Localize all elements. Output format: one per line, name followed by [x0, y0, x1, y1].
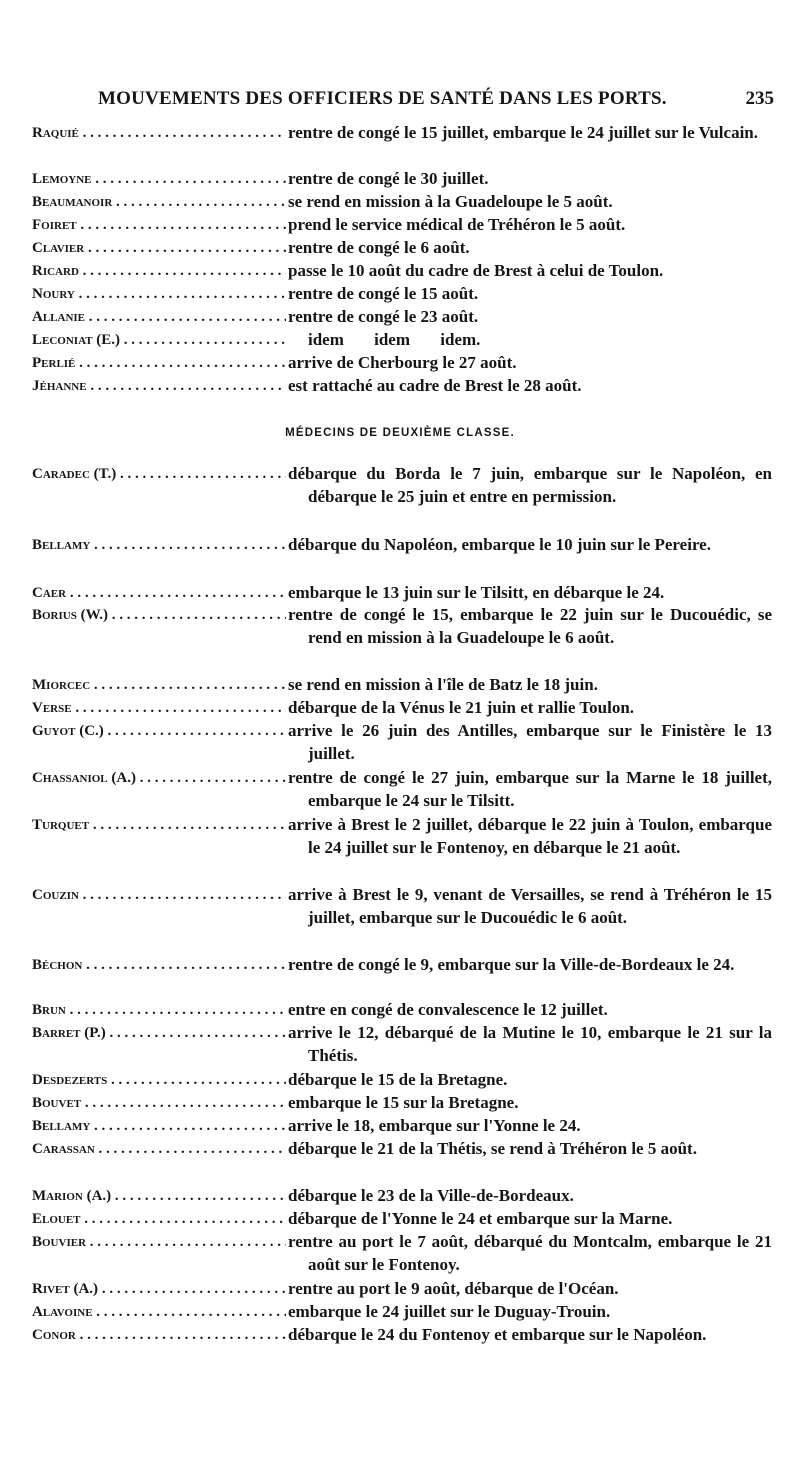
officer-name: Rivet (A.) . . . — [32, 1278, 286, 1301]
movement-text: rentre de congé le 15 juillet, embarque le 24 juillet sur le Vulcain. — [288, 123, 758, 142]
movement-text: débarque le 24 du Fontenoy et embarque sur le Napoléon. — [288, 1325, 707, 1344]
officer-name: Allanie . . . — [32, 306, 286, 329]
officer-name: Foiret . . . — [32, 214, 286, 237]
officer-name: Borius (W.) . . . — [32, 604, 286, 627]
movement-text: arrive à Brest le 9, venant de Versailles, se rend à Tréhéron le 15 juillet, embarque sur le Ducouédic le 6 août. — [288, 885, 772, 927]
officer-name: Brun . . . — [32, 999, 286, 1022]
officer-name: Clavier . . . — [32, 237, 286, 260]
officer-name: Beaumanoir . . . — [32, 191, 286, 214]
movement-text: passe le 10 août du cadre de Brest à celui de Toulon. — [288, 261, 664, 280]
page-number: 235 — [745, 88, 774, 109]
list-item — [32, 1115, 772, 1138]
officer-name: Couzin . . . — [32, 884, 286, 907]
movement-text: débarque de l'Yonne le 24 et embarque sur la Marne. — [288, 1209, 673, 1228]
list-item — [32, 767, 772, 812]
officer-name: Miorcec . . . — [32, 674, 286, 697]
officer-name: Chassaniol (A.) . . . — [32, 767, 286, 790]
officer-name: Bouvet . . . — [32, 1092, 286, 1115]
list-item — [32, 954, 772, 977]
officer-name: Marion (A.) . . . — [32, 1185, 286, 1208]
list-item — [32, 697, 772, 720]
officer-name: Bellamy . . . — [32, 534, 286, 557]
movement-text: débarque le 23 de la Ville-de-Bordeaux. — [288, 1186, 574, 1205]
officer-name: Verse . . . — [32, 697, 286, 720]
list-item — [32, 582, 772, 605]
movement-text: rentre de congé le 9, embarque sur la Ville-de-Bordeaux le 24. — [288, 955, 735, 974]
list-item — [32, 306, 772, 329]
officer-name: Conor . . . — [32, 1324, 286, 1347]
list-item — [32, 1278, 772, 1301]
movement-text: rentre de congé le 15 août. — [288, 284, 479, 303]
movement-text: embarque le 13 juin sur le Tilsitt, en débarque le 24. — [288, 583, 665, 602]
movement-text: arrive le 26 juin des Antilles, embarque sur le Finistère le 13 juillet. — [288, 721, 772, 763]
movement-text: rentre de congé le 30 juillet. — [288, 169, 489, 188]
officer-name: Raquié . . . — [32, 122, 286, 145]
list-item — [32, 463, 772, 508]
officer-name: Ricard . . . — [32, 260, 286, 283]
officer-name: Turquet . . . — [32, 814, 286, 837]
movement-text: arrive de Cherbourg le 27 août. — [288, 353, 517, 372]
list-item — [32, 674, 772, 697]
movement-text: rentre au port le 7 août, débarqué du Montcalm, embarque le 21 août sur le Fontenoy. — [288, 1232, 772, 1274]
list-item — [32, 534, 772, 557]
officer-name: Carassan . . . — [32, 1138, 286, 1161]
list-item — [32, 604, 772, 649]
officer-name: Bouvier . . . — [32, 1231, 286, 1254]
movement-text: débarque de la Vénus le 21 juin et rallie Toulon. — [288, 698, 635, 717]
movement-text: rentre de congé le 15, embarque le 22 juin sur le Ducouédic, se rend en mission à la Guadeloupe le 6 août. — [288, 605, 772, 647]
officer-name: Lemoyne . . . — [32, 168, 286, 191]
movement-text: idem idem idem. — [308, 330, 481, 349]
officer-name: Desdezerts . . . — [32, 1069, 286, 1092]
header-title: MOUVEMENTS DES OFFICIERS DE SANTÉ DANS LES PORTS. — [98, 88, 667, 109]
list-item — [32, 283, 772, 306]
movement-text: débarque le 21 de la Thétis, se rend à Tréhéron le 5 août. — [288, 1139, 697, 1158]
list-item — [32, 237, 772, 260]
officer-name: Elouet . . . — [32, 1208, 286, 1231]
movement-text: arrive le 18, embarque sur l'Yonne le 24. — [288, 1116, 581, 1135]
officer-name: Bellamy . . . — [32, 1115, 286, 1138]
movement-text: est rattaché au cadre de Brest le 28 août. — [288, 376, 582, 395]
officer-name: Béchon . . . — [32, 954, 286, 977]
page-header — [98, 88, 774, 114]
officer-name: Noury . . . — [32, 283, 286, 306]
movement-text: prend le service médical de Tréhéron le 5 août. — [288, 215, 626, 234]
movement-text: débarque du Borda le 7 juin, embarque sur le Napoléon, en débarque le 25 juin et entre en permission. — [288, 464, 772, 506]
list-item — [32, 122, 772, 145]
movement-text: rentre de congé le 6 août. — [288, 238, 470, 257]
officer-name: Caradec (T.) . . . — [32, 463, 286, 486]
list-item — [32, 1069, 772, 1092]
list-item — [32, 168, 772, 191]
officer-name: Alavoine . . . — [32, 1301, 286, 1324]
movement-text: embarque le 15 sur la Bretagne. — [288, 1093, 519, 1112]
list-item — [32, 1231, 772, 1276]
list-item — [32, 191, 772, 214]
movement-text: se rend en mission à la Guadeloupe le 5 août. — [288, 192, 613, 211]
officer-name: Caer . . . — [32, 582, 286, 605]
list-item — [32, 1208, 772, 1231]
list-item — [32, 1092, 772, 1115]
officer-name: Perlié . . . — [32, 352, 286, 375]
movement-text: arrive le 12, débarqué de la Mutine le 10, embarque le 21 sur la Thétis. — [288, 1023, 772, 1065]
movement-text: rentre au port le 9 août, débarque de l'Océan. — [288, 1279, 619, 1298]
list-item — [32, 814, 772, 859]
movement-text: rentre de congé le 27 juin, embarque sur la Marne le 18 juillet, embarque le 24 sur le Tilsitt. — [288, 768, 772, 810]
movement-text: rentre de congé le 23 août. — [288, 307, 479, 326]
movement-text: débarque le 15 de la Bretagne. — [288, 1070, 508, 1089]
officer-name: Jéhanne . . . — [32, 375, 286, 398]
list-item — [32, 1301, 772, 1324]
list-item — [32, 375, 772, 398]
list-item — [32, 260, 772, 283]
movement-text: arrive à Brest le 2 juillet, débarque le 22 juin à Toulon, embarque le 24 juillet sur le Fontenoy, en débarque le 21 août. — [288, 815, 772, 857]
list-item — [32, 1185, 772, 1208]
list-item — [32, 999, 772, 1022]
list-item — [32, 1324, 772, 1347]
list-item — [32, 1022, 772, 1067]
officer-name: Guyot (C.) . . . — [32, 720, 286, 743]
movement-text: se rend en mission à l'île de Batz le 18 juin. — [288, 675, 598, 694]
list-item — [32, 352, 772, 375]
list-item — [32, 214, 772, 237]
movement-text: embarque le 24 juillet sur le Duguay-Trouin. — [288, 1302, 611, 1321]
movement-text: débarque du Napoléon, embarque le 10 juin sur le Pereire. — [288, 535, 711, 554]
officer-name: Leconiat (E.) . . . — [32, 329, 286, 352]
officer-name: Barret (P.) . . . — [32, 1022, 286, 1045]
list-item — [32, 720, 772, 765]
section-title: MÉDECINS DE DEUXIÈME CLASSE. — [285, 427, 515, 439]
list-item — [32, 329, 772, 352]
movement-text: entre en congé de convalescence le 12 juillet. — [288, 1000, 608, 1019]
list-item — [32, 884, 772, 929]
list-item — [32, 1138, 772, 1161]
